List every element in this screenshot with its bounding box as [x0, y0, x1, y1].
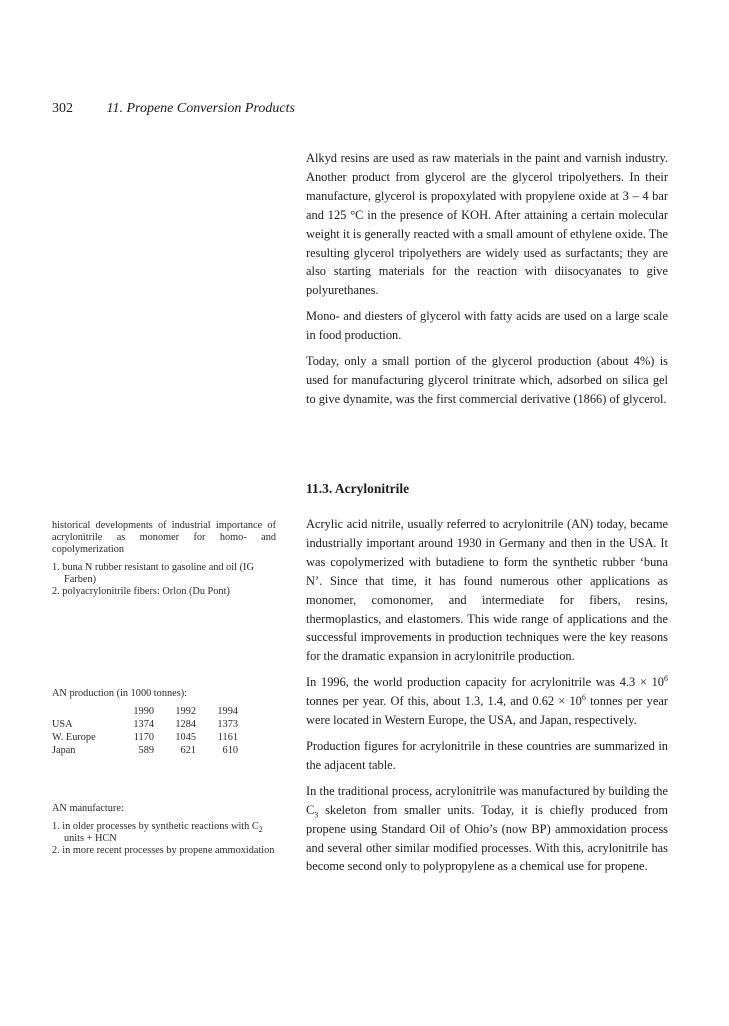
year-header: 1990: [133, 705, 154, 717]
paragraph-trinitrate: Today, only a small portion of the glycerol production (about 4%) is used for manufacturing glycerol trinitrate which, adsorbed on silica gel to give dynamite, was the first commercial derivative (1866) of glycerol.: [306, 354, 668, 406]
main-text-body: [306, 515, 668, 883]
page-number: 302: [52, 101, 73, 116]
main-text-top: [306, 149, 668, 416]
sidebar-production: [52, 688, 276, 757]
region-cell: USA: [52, 718, 73, 730]
paragraph-capacity: In 1996, the world production capacity for acrylonitrile was $4.3 \times 10^6$ tonnes per year. Of this, about 1.3, 1.4, and $0.62 \times 10^6$ tonnes per year were located in Western Europe, the USA, and Japan, respectively.: [306, 674, 668, 728]
paragraph-table-ref: Production figures for acrylonitrile in these countries are summarized in the adjacent table.: [306, 738, 668, 772]
paragraph-process: In the traditional process, acrylonitrile was manufactured by building the $C_3$ skeleton from smaller units. Today, it is chiefly produced from propene using Standard Oil of Ohio’s (now BP) ammoxidation process and several other similar modified processes. With this, acrylonitrile has become second only to polypropylene as a chemical use for propene.: [306, 783, 668, 874]
region-cell: Japan: [52, 744, 76, 756]
value-cell: 1170: [133, 731, 154, 743]
table-row: [52, 718, 238, 731]
history-list: [52, 562, 276, 598]
page-header: [52, 101, 295, 117]
paragraph-alkyd: Alkyd resins are used as raw materials in the paint and varnish industry. Another product from glycerol are the glycerol tripolyethers. In their manufacture, glycerol is propoxylated with propylene oxide at 3 – 4 bar and 125 °C in the presence of KOH. After attaining a certain molecular weight it is generally reacted with a small amount of ethylene oxide. The resulting glycerol tripolyethers are widely used as surfactants; they are also starting materials for the reaction with diisocyanates to give polyurethanes.: [306, 151, 668, 298]
production-title: AN production (in 1000 tonnes):: [52, 688, 187, 699]
value-cell: 1373: [217, 718, 238, 730]
manufacture-title: AN manufacture:: [52, 803, 124, 814]
table-row: [52, 731, 238, 744]
table-row: [52, 744, 238, 757]
history-note: historical developments of industrial importance of acrylonitrile as monomer for homo- and copolymerization: [52, 520, 276, 555]
manufacture-item: 1. in older processes by synthetic reactions with $C_2$ units + HCN: [52, 821, 263, 844]
section-heading: 11.3. Acrylonitrile: [306, 481, 410, 496]
chapter-title: 11. Propene Conversion Products: [106, 101, 295, 116]
value-cell: 589: [138, 744, 154, 756]
history-item: 1. buna N rubber resistant to gasoline and oil (IG Farben): [52, 562, 254, 585]
history-item: 2. polyacrylonitrile fibers: Orlon (Du Pont): [52, 586, 230, 597]
sidebar-manufacture: [52, 803, 276, 857]
manufacture-list: [52, 821, 276, 857]
year-header: 1992: [175, 705, 196, 717]
table-header-row: [52, 705, 238, 718]
value-cell: 621: [180, 744, 196, 756]
production-table: [52, 705, 238, 757]
paragraph-esters: Mono- and diesters of glycerol with fatty acids are used on a large scale in food production.: [306, 309, 668, 343]
year-header: 1994: [217, 705, 238, 717]
value-cell: 610: [222, 744, 238, 756]
value-cell: 1161: [217, 731, 238, 743]
region-cell: W. Europe: [52, 731, 96, 743]
value-cell: 1045: [175, 731, 196, 743]
value-cell: 1374: [133, 718, 154, 730]
paragraph-intro: Acrylic acid nitrile, usually referred to acrylonitrile (AN) today, became industrially important around 1930 in Germany and then in the USA. It was copolymerized with butadiene to form the synthetic rubber ‘buna N’. Since that time, it has found numerous other applications as monomer, comonomer, and intermediate for fibers, resins, thermoplastics, and elastomers. This wide range of applications and the successful improvements in production techniques were the key reasons for the dramatic expansion in acrylonitrile production.: [306, 517, 668, 664]
value-cell: 1284: [175, 718, 196, 730]
manufacture-item: 2. in more recent processes by propene ammoxidation: [52, 845, 275, 856]
sidebar-history: [52, 520, 276, 598]
